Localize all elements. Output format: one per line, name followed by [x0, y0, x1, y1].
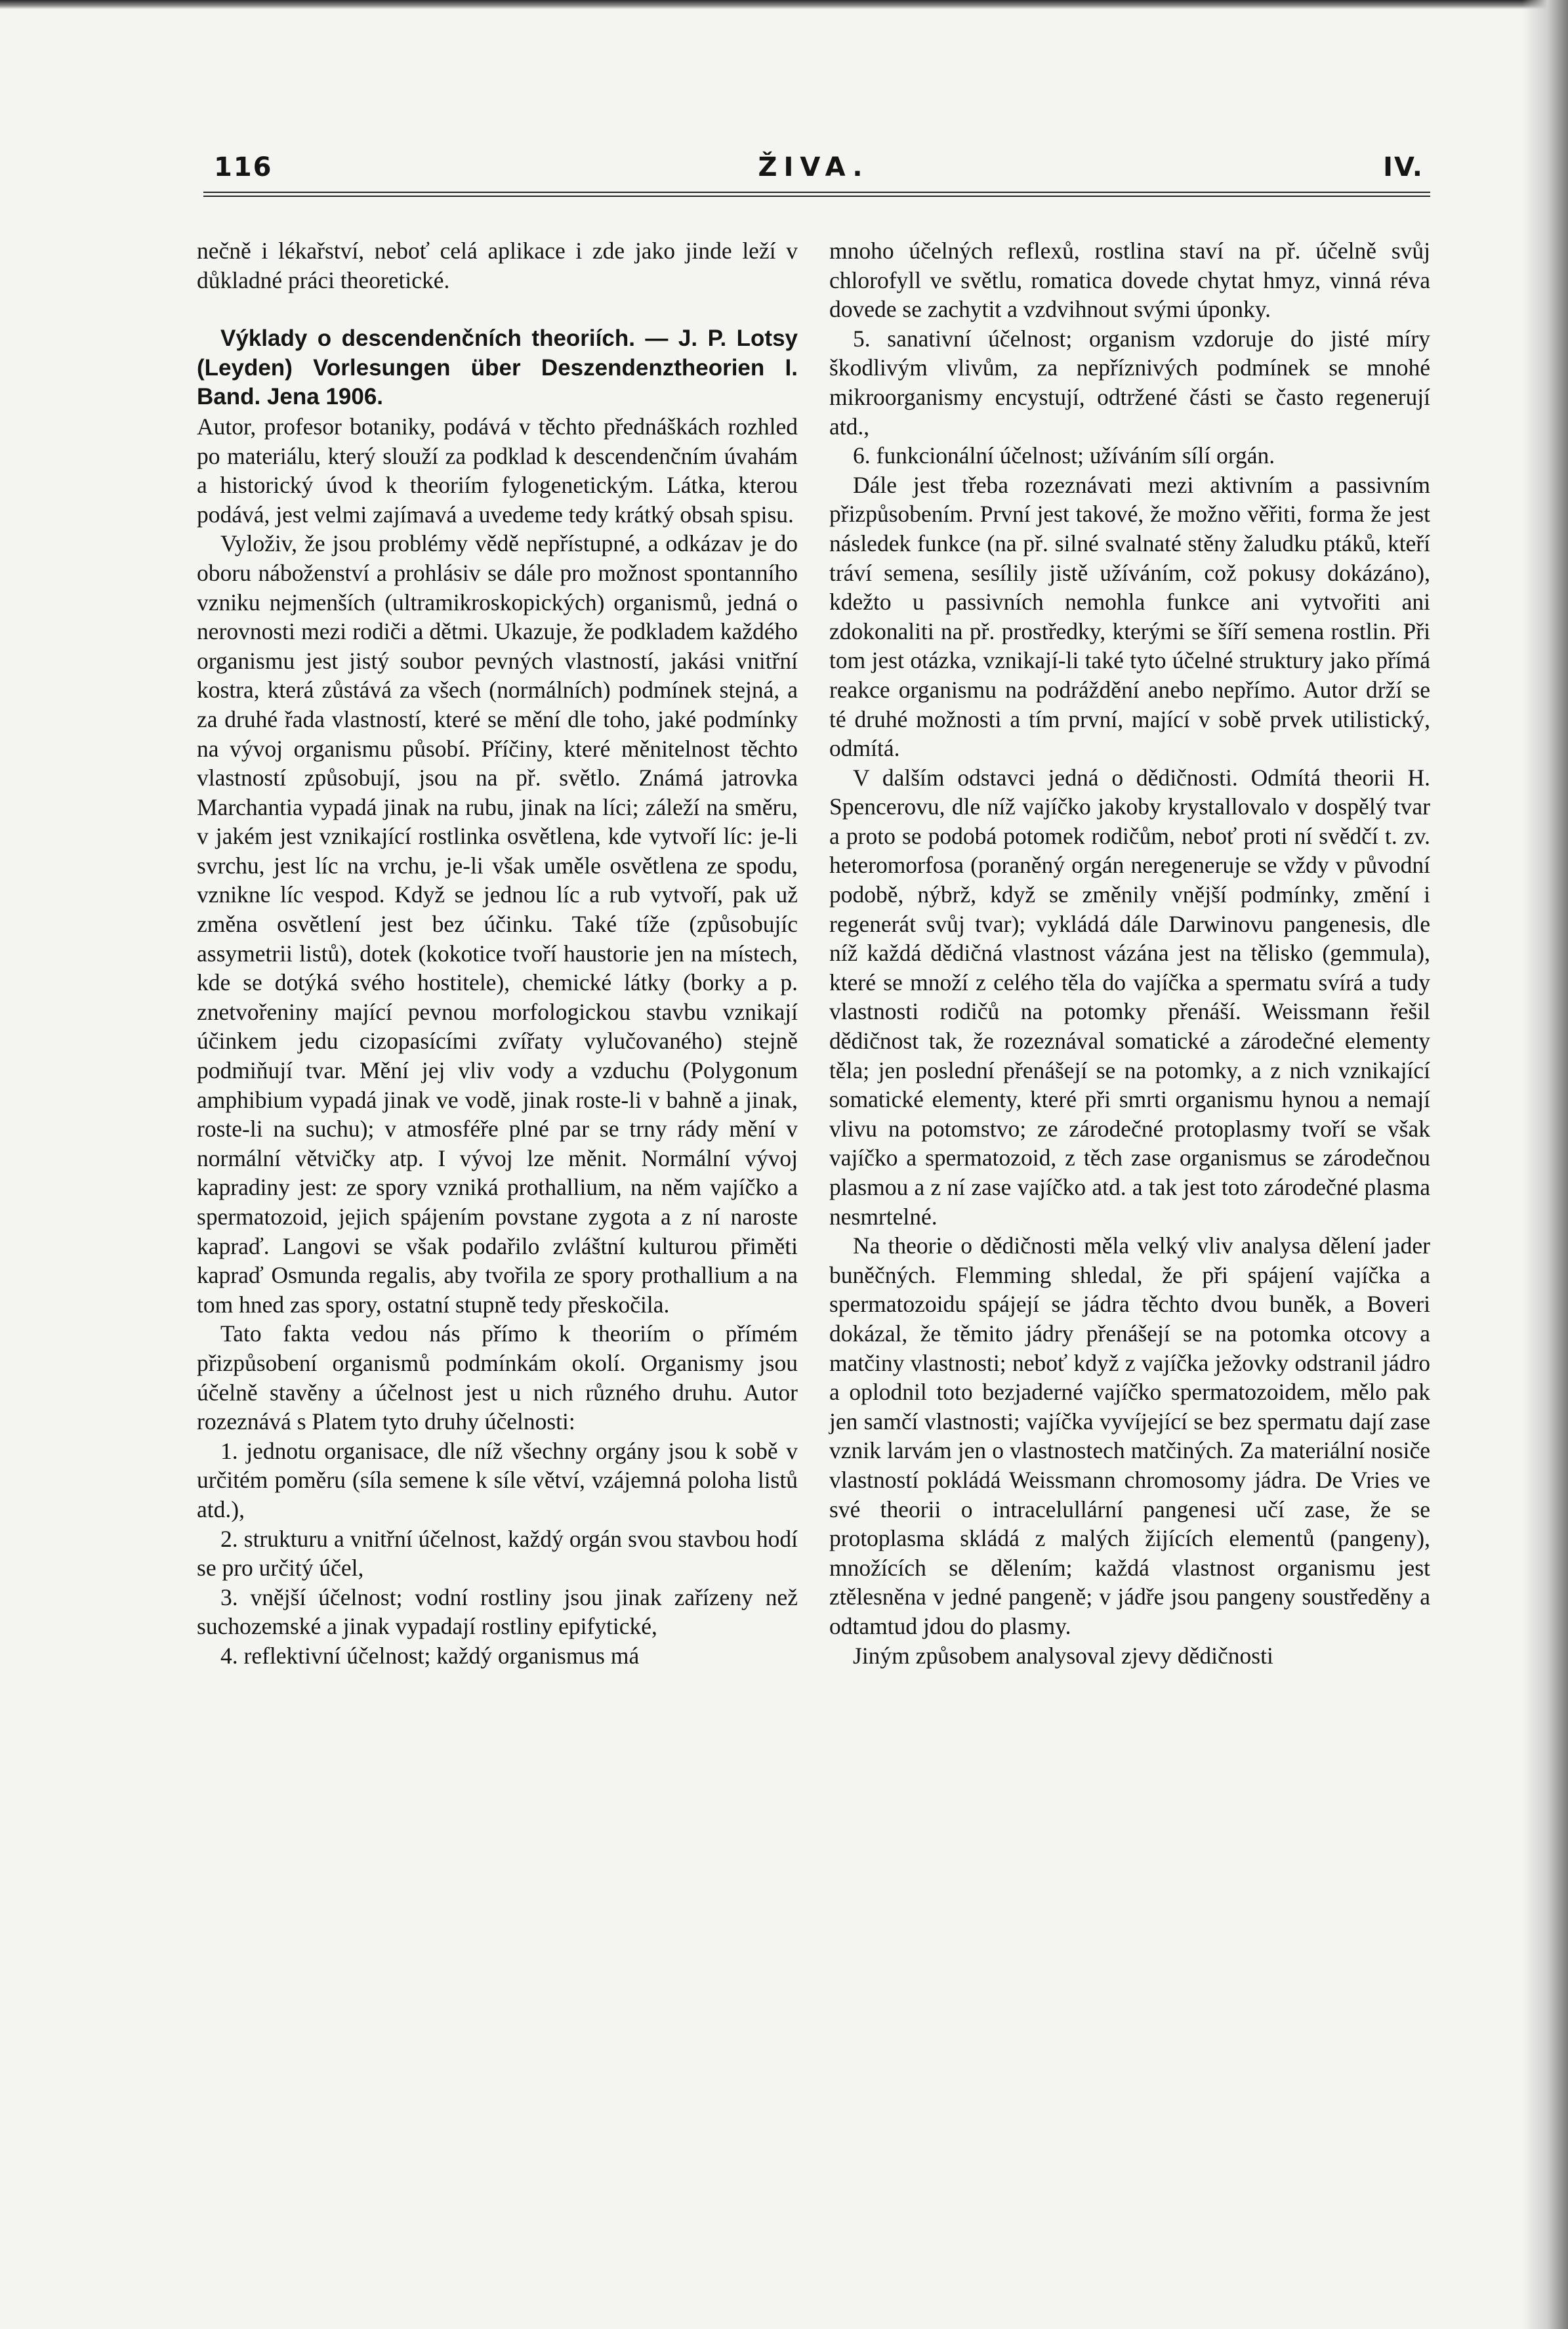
volume-number: IV. [1383, 152, 1424, 182]
left-column [197, 236, 798, 1671]
page-number: 116 [214, 152, 273, 182]
running-title: ŽIVA. [758, 152, 869, 182]
review-paragraph: Vyloživ, že jsou problémy vědě nepřístupné, a odkázav je do oboru náboženství a prohlásiv se dále pro možnost spontanního vzniku nejmenších (ultramikroskopických) organismů, jedná o nerovnosti mezi rodiči a dětmi. Ukazuje, že podkladem každého organismu jest jistý soubor pevných vlastností, jakási vnitřní kostra, která zůstává za všech (normálních) podmínek stejná, a za druhé řada vlastností, které se mění dle toho, jaké podmínky na vývoj organismu působí. Příčiny, které měnitelnost těchto vlastností způsobují, jsou na př. světlo. Známá jatrovka Marchantia vypadá jinak na rubu, jinak na líci; záleží na směru, v jakém jest vznikající rostlinka osvětlena, kde vytvoří líc: je-li svrchu, jest líc na vrchu, je-li však uměle osvětlena ze spodu, vznikne líc vespod. Když se jednou líc a rub vytvoří, pak už změna osvětlení jest bez účinku. Také tíže (způsobujíc assymetrii listů), dotek (kokotice tvoří haustorie jen na místech, kde se dotýká svého hostitele), chemické látky (borky a p. znetvořeniny mající pevnou morfologickou stavbu vznikají účinkem jedu cizopasícími zvířaty vylučovaného) stejně podmiňují tvar. Mění jej vliv vody a vzduchu (Polygonum amphibium vypadá jinak ve vodě, jinak roste-li v bahně a jinak, roste-li na suchu); v atmosféře plné par se trny rády mění v normální větvičky atp. I vývoj lze měnit. Normální vývoj kapradiny jest: ze spory vzniká prothallium, na něm vajíčko a spermatozoid, jejich spájením povstane zygota a z ní naroste kapraď. Langovi se však podařilo zvláštní kulturou přiměti kapraď Osmunda regalis, aby tvořila ze spory prothallium a na tom hned zas spory, ostatní stupně tedy přeskočila. [197, 530, 798, 1318]
header-rule [203, 192, 1430, 197]
continuation-paragraph: mnoho účelných reflexů, rostlina staví na př. účelně svůj chlorofyll ve světlu, romatica dovede chytat hmyz, vinná réva dovede se zachytit a vzdvihnout svými úponky. [829, 238, 1430, 323]
intro-paragraph: nečně i lékařství, neboť celá aplikace i zde jako jinde leží v důkladné práci theoretické. [197, 238, 798, 293]
list-item: 2. strukturu a vnitřní účelnost, každý orgán svou stavbou hodí se pro určitý účel, [197, 1525, 798, 1582]
list-item: 5. sanativní účelnost; organism vzdoruje do jisté míry škodlivým vlivům, za nepříznivých podmínek se mnohé mikroorganismy encystují, odtržené části se často regenerují atd., [829, 325, 1430, 440]
body-paragraph: Dále jest třeba rozeznávati mezi aktivním a passivním přizpůsobením. První jest takové, že možno věřiti, forma že jest následek funkce (na př. silné svalnaté stěny žaludku ptáků, kteří tráví semena, sesílily jistě užíváním, což pokusy dokázáno), kdežto u passivních nemohla funkce ani vytvořiti ani zdokonaliti na př. prostředky, kterými se šíří semena rostlin. Při tom jest otázka, vznikají-li také tyto účelné struktury jako přímá reakce organismu na podráždění anebo nepřímo. Autor drží se té druhé možnosti a tím první, mající v sobě prvek utilistický, odmítá. [829, 471, 1430, 762]
document-page [197, 131, 1430, 2244]
body-paragraph: V dalším odstavci jedná o dědičnosti. Odmítá theorii H. Spencerovu, dle níž vajíčko jakoby krystallovalo v dospělý tvar a proto se podobá potomek rodičům, neboť proti ní svědčí t. zv. heteromorfosa (poraněný orgán neregeneruje se vždy v původní podobě, nýbrž, když se změnily vnější podmínky, změní i regenerát svůj tvar); vykládá dále Darwinovu pangenesis, dle níž každá dědičná vlastnost vázána jest na tělisko (gemmula), které se množí z celého těla do vajíčka a spermatu svírá a tudy vlastnosti rodičů na potomky přenáší. Weissmann řešil dědičnost tak, že rozeznával somatické a zárodečné elementy těla; jen poslední přenášejí se na potomky, a z nich vznikající somatické elementy, které při smrti organismu hynou a nemají vlivu na potomstvo; ze zárodečné protoplasmy tvoří se však vajíčko a spermatozoid, z těch zase organismus se zárodečnou plasmou a z ní zase vajíčko atd. a tak jest toto zárodečné plasma nesmrtelné. [829, 764, 1430, 1230]
list-item: 1. jednotu organisace, dle níž všechny orgány jsou k sobě v určitém poměru (síla semene k síle větví, vzájemná poloha listů atd.), [197, 1437, 798, 1522]
review-paragraph: Tato fakta vedou nás přímo k theoriím o přímém přizpůsobení organismů podmínkám okolí. Organismy jsou účelně stavěny a účelnost jest u nich různého druhu. Autor rozeznává s Platem tyto druhy účelnosti: [197, 1320, 798, 1435]
body-paragraph: Na theorie o dědičnosti měla velký vliv analysa dělení jader buněčných. Flemming shledal, že při spájení vajíčka a spermatozoidu spájejí se jádra těchto dvou buněk, a Boveri dokázal, že těmito jádry přenášejí se na potomka otcovy a matčiny vlastnosti; neboť když z vajíčka ježovky odstranil jádro a oplodnil toto bezjaderné vajíčko spermatozoidem, mělo pak jen samčí vlastnosti; vajíčka vyvíjející se bez spermatu dají zase vznik larvám jen o vlastnostech matčiných. Za materiální nosiče vlastností pokládá Weissmann chromosomy jádra. De Vries ve své theorii o intracelullární pangenesi učí zase, že se protoplasma skládá z malých žijících elementů (pangeny), množících se dělením; každá vlastnost organismu jest ztělesněna v jedné pangeně; v jádře jsou pangeny soustředěny a odtamtud jdou do plasmy. [829, 1232, 1430, 1639]
list-item: 3. vnější účelnost; vodní rostliny jsou jinak zařízeny než suchozemské a jinak vypadají rostliny epifytické, [197, 1584, 798, 1640]
list-item: 4. reflektivní účelnost; každý organismus má [220, 1642, 640, 1669]
review-heading: Výklady o descendenčních theoriích. — J. P. Lotsy (Leyden) Vorlesungen über Deszendenztheorien I. Band. Jena 1906. [197, 325, 798, 410]
list-item: 6. funkcionální účelnost; užíváním sílí orgán. [853, 442, 1275, 469]
review-paragraph: Autor, profesor botaniky, podává v těchto přednáškách rozhled po materiálu, který slouží za podklad k descendenčním úvahám a historický úvod k theoriím fylogenetickým. Látka, kterou podává, jest velmi zajímavá a uvedeme tedy krátký obsah spisu. [197, 413, 798, 528]
body-paragraph: Jiným způsobem analysoval zjevy dědičnosti [853, 1642, 1273, 1669]
scan-edge-top [0, 0, 1568, 9]
right-column [829, 236, 1430, 1670]
scan-edge-right [1522, 0, 1568, 2329]
